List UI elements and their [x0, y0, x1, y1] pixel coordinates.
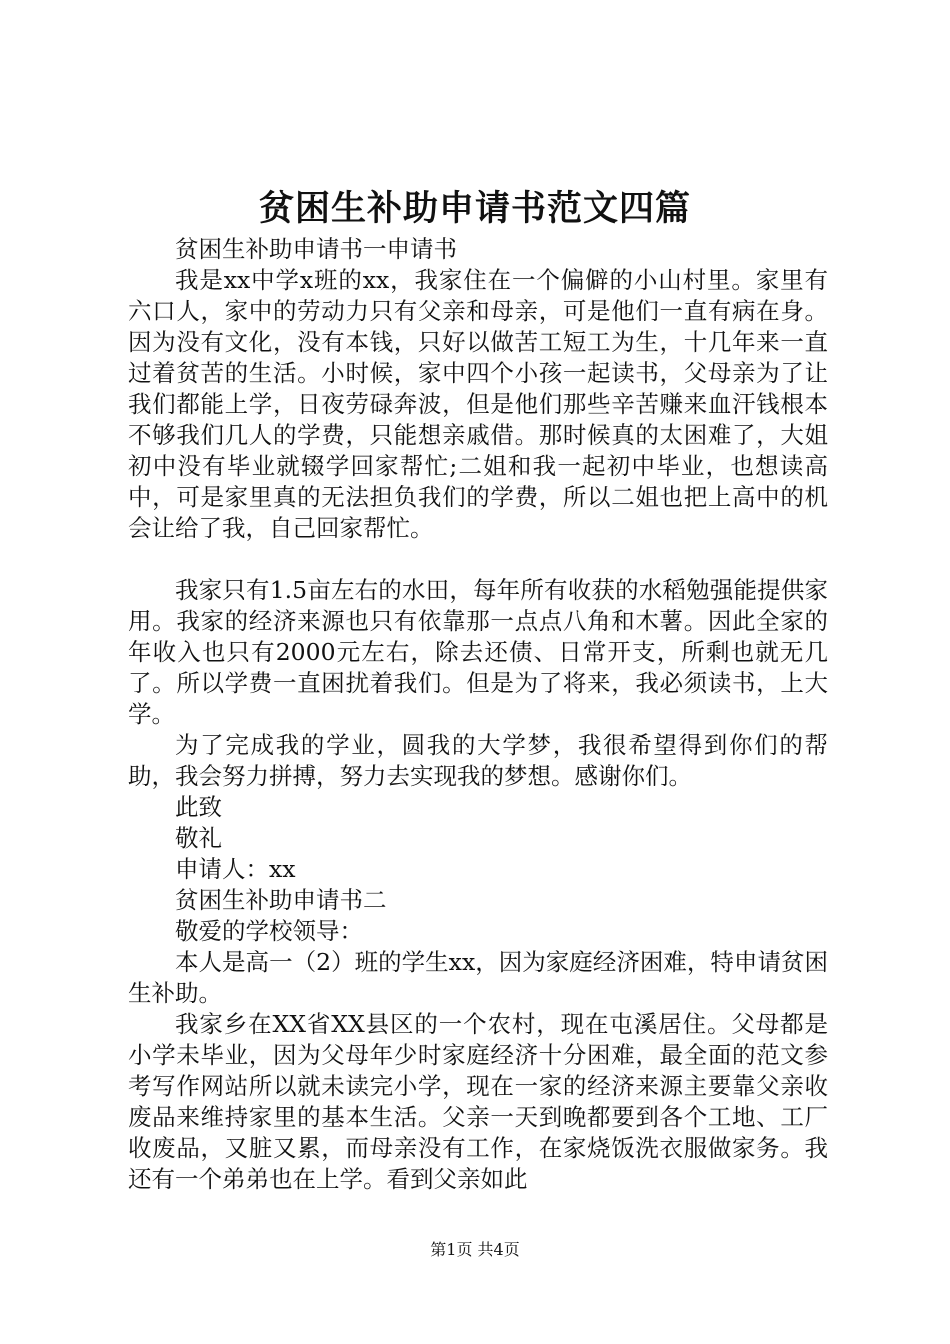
closing-line: 此致 [175, 793, 222, 821]
document-body [128, 234, 828, 1195]
paragraph: 我家只有1.5亩左右的水田，每年所有收获的水稻勉强能提供家用。我家的经济来源也只有依靠那一点点八角和木薯。因此全家的年收入也只有2000元左右，除去还债、日常开支，所剩也就无几了。所以学费一直困扰着我们。但是为了将来，我必须读书，上大学。 [128, 576, 828, 728]
applicant-line: 申请人：xx [175, 855, 296, 883]
paragraph: 我家乡在XX省XX县区的一个农村，现在屯溪居住。父母都是小学未毕业，因为父母年少时家庭经济十分困难，最全面的范文参考写作网站所以就未读完小学，现在一家的经济来源主要靠父亲收废品来维持家里的基本生活。父亲一天到晚都要到各个工地、工厂收废品，又脏又累，而母亲没有工作，在家烧饭洗衣服做家务。我还有一个弟弟也在上学。看到父亲如此 [128, 1010, 828, 1193]
closing-salute: 敬礼 [175, 824, 222, 852]
document-title: 贫困生补助申请书范文四篇 [258, 188, 691, 229]
paragraph: 为了完成我的学业，圆我的大学梦，我很希望得到你们的帮助，我会努力拼搏，努力去实现我的梦想。感谢你们。 [128, 731, 828, 790]
paragraph: 本人是高一（2）班的学生xx，因为家庭经济困难，特申请贫困生补助。 [128, 948, 828, 1007]
section-heading-2: 贫困生补助申请书二 [175, 886, 387, 914]
paragraph: 我是xx中学x班的xx，我家住在一个偏僻的小山村里。家里有六口人，家中的劳动力只有父亲和母亲，可是他们一直有病在身。因为没有文化，没有本钱，只好以做苦工短工为生，十几年来一直过着贫苦的生活。小时候，家中四个小孩一起读书，父母亲为了让我们都能上学，日夜劳碌奔波，但是他们那些辛苦赚来血汗钱根本不够我们几人的学费，只能想亲戚借。那时候真的太困难了，大姐初中没有毕业就辍学回家帮忙;二姐和我一起初中毕业，也想读高中，可是家里真的无法担负我们的学费，所以二姐也把上高中的机会让给了我，自己回家帮忙。 [128, 266, 828, 542]
section-heading-1: 贫困生补助申请书一申请书 [175, 235, 457, 263]
page-footer: 第1页 共4页 [430, 1240, 520, 1259]
salutation: 敬爱的学校领导： [175, 917, 363, 945]
